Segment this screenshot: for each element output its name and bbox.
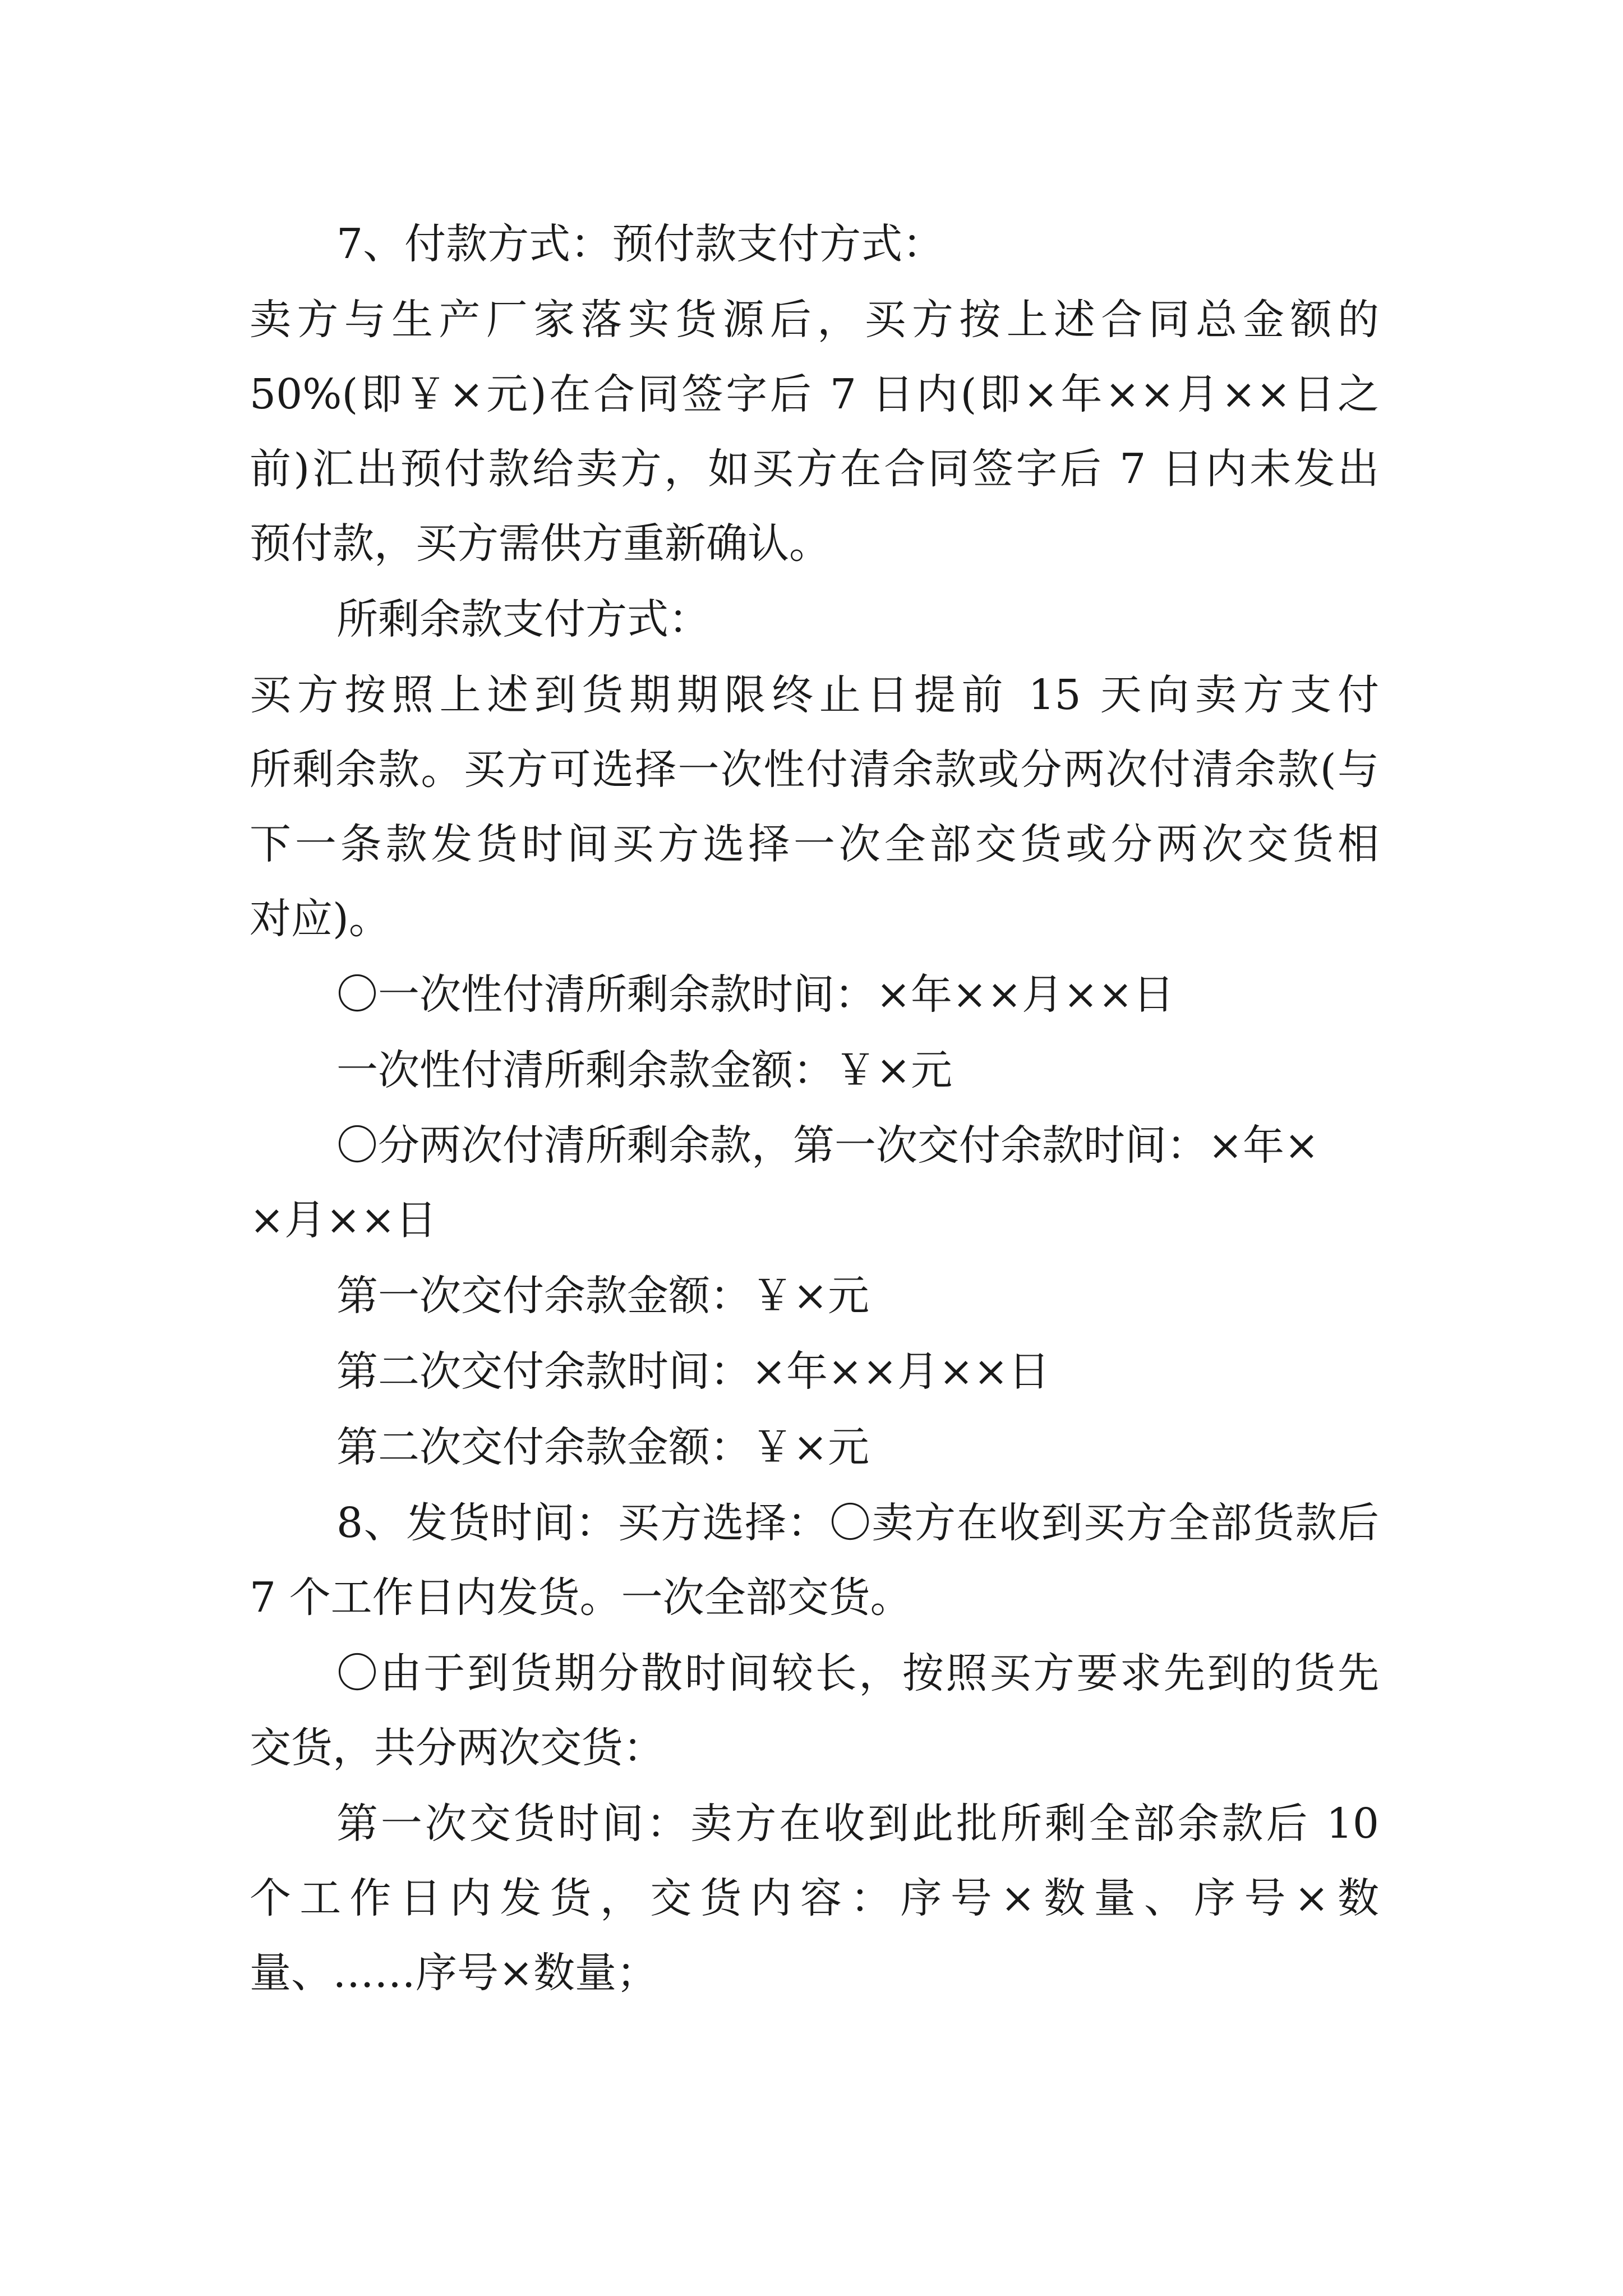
prepayment-paragraph-line-3: 前)汇出预付款给卖方，如买方在合同签字后 7 日内未发出	[250, 445, 1379, 493]
prepayment-paragraph-line-1: 卖方与生产厂家落实货源后，买方按上述合同总金额的	[250, 296, 1379, 344]
second-payment-amount: 第二次交付余款金额：￥×元	[336, 1423, 870, 1471]
second-payment-time: 第二次交付余款时间：×年××月××日	[336, 1347, 1050, 1396]
balance-paragraph-line-1: 买方按照上述到货期期限终止日提前 15 天向卖方支付	[250, 671, 1379, 719]
option-two-payments-line-2: ×月××日	[250, 1196, 437, 1244]
option-single-payment-time: 〇一次性付清所剩余款时间：×年××月××日	[336, 970, 1175, 1019]
single-payment-amount: 一次性付清所剩余款金额：￥×元	[336, 1046, 953, 1094]
clause-8-line-2: 7 个工作日内发货。一次全部交货。	[250, 1573, 912, 1622]
prepayment-paragraph-line-2: 50%(即￥×元)在合同签字后 7 日内(即×年××月××日之	[250, 370, 1379, 418]
option-split-delivery-line-2: 交货，共分两次交货：	[250, 1724, 665, 1772]
prepayment-paragraph-line-4: 预付款，买方需供方重新确认。	[250, 519, 831, 568]
option-two-payments-line-1: 〇分两次付清所剩余款，第一次交付余款时间：×年×	[336, 1121, 1320, 1170]
clause-7-heading: 7、付款方式：预付款支付方式：	[336, 220, 944, 268]
balance-paragraph-line-3: 下一条款发货时间买方选择一次全部交货或分两次交货相	[250, 820, 1379, 868]
clause-8-line-1: 8、发货时间：买方选择：〇卖方在收到买方全部货款后	[336, 1499, 1379, 1547]
first-delivery-line-2: 个工作日内发货，交货内容：序号×数量、序号×数	[250, 1874, 1379, 1922]
first-delivery-line-3: 量、……序号×数量；	[250, 1949, 658, 1997]
option-split-delivery-line-1: 〇由于到货期分散时间较长，按照买方要求先到的货先	[336, 1649, 1379, 1697]
balance-paragraph-line-2: 所剩余款。买方可选择一次性付清余款或分两次付清余款(与	[250, 746, 1379, 794]
first-payment-amount: 第一次交付余款金额：￥×元	[336, 1272, 870, 1320]
balance-payment-heading: 所剩余款支付方式：	[336, 595, 710, 643]
first-delivery-line-1: 第一次交货时间：卖方在收到此批所剩全部余款后 10	[336, 1800, 1379, 1848]
balance-paragraph-line-4: 对应)。	[250, 895, 390, 943]
